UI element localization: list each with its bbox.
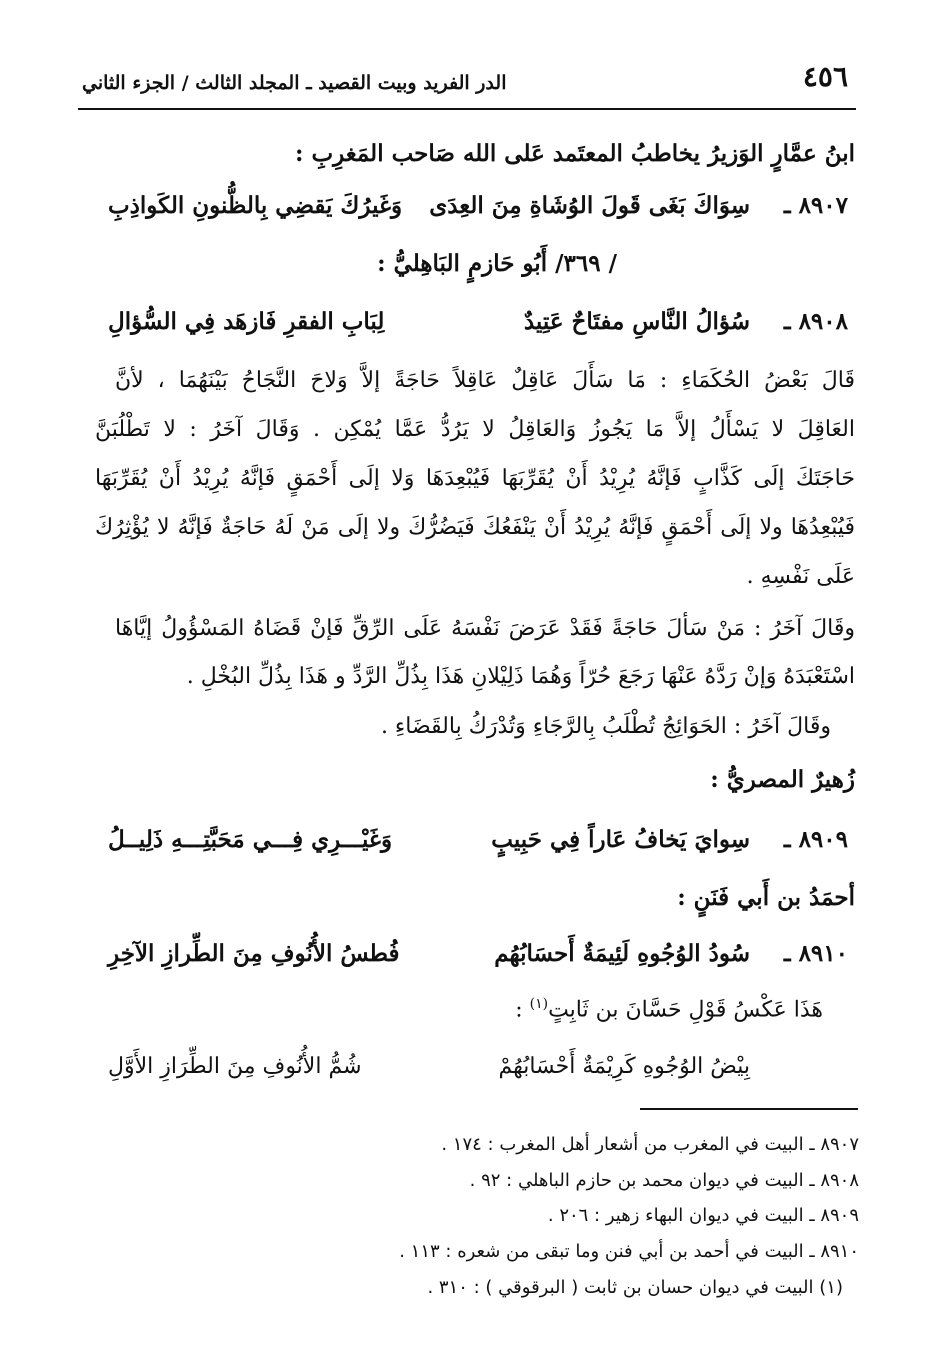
poet-intro-abu-hazim: / ٣٦٩/ أَبُو حَازمٍ البَاهِليُّ : — [377, 250, 617, 277]
prose-line: وقَالَ آخَرُ : مَنْ سَألَ حَاجَةً فَقَدْ عَرَضَ نَفْسَهُ عَلَى الرِّقِّ فَإنْ قَضَاهُ المَسْؤُولُ إيَّاهَا — [115, 616, 855, 641]
verse-second-hemistich: فُطسُ الأُنُوفِ مِنَ الطِّرازِ الآخِرِ — [108, 940, 400, 967]
verse-first-hemistich: سِوَاكَ بَغَى قَولَ الوُشَاةِ مِنَ العِدَى — [429, 192, 750, 219]
footnote-8910: ٨٩١٠ ـ البيت في أحمد بن أبي فنن وما تبقى من شعره : ١١٣ . — [399, 1241, 859, 1262]
prose-line: اسْتَعْبَدَهُ وَإنْ رَدَّهُ عَنْهَا رَجَعَ حُرّاً وَهُمَا ذَلِيْلانِ هَذَا بِذُلِّ الرَّدِّ و هَذَا بِذُلِّ البُخْلِ . — [186, 664, 855, 689]
prose-line: العَاقِلَ لا يَسْأَلُ إلاَّ مَا يَجُوزُ وَالعَاقِلُ لا يَرُدُّ عَمَّا يُمْكِن . وَقَالَ آخَرُ : لا تَطْلُبَنَّ — [95, 417, 855, 442]
verse-8909 — [108, 826, 848, 870]
page-number: ٤٥٦ — [802, 60, 848, 93]
verse-number: ٨٩٠٩ ـ — [783, 826, 848, 853]
verse-second-hemistich: لِبَابِ الفقرِ فَازهَد فِي السُّؤالِ — [108, 308, 385, 335]
verse-first-hemistich: سِوايَ يَخافُ عَاراً فِي حَبِيبٍ — [491, 826, 750, 853]
verse-number: ٨٩١٠ ـ — [783, 940, 848, 967]
verse-8907 — [108, 192, 848, 236]
footnote-marker: (١) — [529, 996, 549, 1012]
prose-line: حَاجَتَكَ إلَى كَذَّابٍ فَإنَّهُ يُرِيْدُ أَنْ يُقَرِّبَهَا فَيُبْعِدَهَا وَلا إلَى أَحْمَقٍ فَإنَّهُ يُرِيْدُ أَنْ يُقَرِّبَهَا — [95, 466, 855, 491]
prose-line: فَيُبْعِدُهَا ولا إلَى أَحْمَقٍ فَإنَّهُ يُرِيْدُ أَنْ يَنْفَعُكَ فَيَضُرُّكَ ولا إلَى مَنْ لَهُ حَاجَةٌ فَإنَّهُ لا يُؤْثِرُكَ — [95, 515, 855, 540]
footnote-1: (١) البيت في ديوان حسان بن ثابت ( البرقوقي ) : ٣١٠ . — [427, 1277, 843, 1298]
footnote-8909: ٨٩٠٩ ـ البيت في ديوان البهاء زهير : ٢٠٦ . — [547, 1205, 859, 1226]
hassan-note — [515, 996, 823, 1022]
running-title: الدر الفريد وبيت القصيد ـ المجلد الثالث / الجزء الثاني — [82, 72, 507, 94]
poet-intro-ibn-ammar: ابنُ عمَّارٍ الوَزيرُ يخاطبُ المعتَمد عَلى الله صَاحب المَغرِبِ : — [294, 140, 855, 167]
hassan-note-colon: : — [515, 997, 530, 1023]
verse-8910 — [108, 940, 848, 984]
verse-hassan — [108, 1054, 848, 1098]
verse-first-hemistich: سُودُ الوُجُوهِ لَئِيمَةٌ أَحسَابُهُم — [494, 940, 750, 967]
verse-8908 — [108, 308, 848, 352]
verse-second-hemistich: وَغَيْـــرِي فِـــي مَحَبَّتِـــهِ ذَلِيــلُ — [108, 826, 393, 853]
verse-second-hemistich: وَغَيرُكَ يَقضِي بِالظُّنونِ الكَواذِبِ — [108, 192, 403, 219]
footnote-8908: ٨٩٠٨ ـ البيت في ديوان محمد بن حازم الباهلي : ٩٢ . — [469, 1170, 859, 1191]
hassan-note-text: هَذَا عَكْسُ قَوْلِ حَسَّانَ بن ثَابِتٍ — [548, 997, 823, 1023]
paragraph-needs: وقَالَ آخَرُ : الحَوَائِجُ تُطْلَبُ بِالرَّجَاءِ وَتُدْرَكُ بِالقَضَاءِ . — [380, 714, 831, 739]
poet-intro-zuhair: زُهيرٌ المصريُّ : — [710, 766, 855, 793]
poet-intro-ahmad: أحمَدُ بن أَبي فَنَنٍ : — [677, 884, 855, 911]
footnote-8907: ٨٩٠٧ ـ البيت في المغرب من أشعار أهل المغرب : ١٧٤ . — [441, 1134, 859, 1155]
page-header — [78, 58, 856, 110]
verse-number: ٨٩٠٧ ـ — [783, 192, 848, 219]
prose-line: قَالَ بَعْضُ الحُكَمَاءِ : مَا سَأَلَ عَاقِلٌ عَاقِلاً حَاجَةً إلاَّ وَلاحَ النَّجَاحُ بَيْنَهُمَا ، لأنَّ — [115, 368, 855, 393]
footnote-divider — [640, 1108, 858, 1110]
verse-number: ٨٩٠٨ ـ — [783, 308, 848, 335]
verse-first-hemistich: بِيْضُ الوُجُوهِ كَرِيْمَةٌ أَحْسَابُهُمْ — [498, 1054, 750, 1079]
verse-first-hemistich: سُؤالُ النَّاسِ مفتَاحٌ عَتِيدٌ — [523, 308, 750, 335]
verse-second-hemistich: شُمُّ الأُنُوفِ مِنَ الطِّرَازِ الأَوَّلِ — [108, 1054, 362, 1079]
prose-line: عَلَى نَفْسِهِ . — [746, 564, 855, 589]
